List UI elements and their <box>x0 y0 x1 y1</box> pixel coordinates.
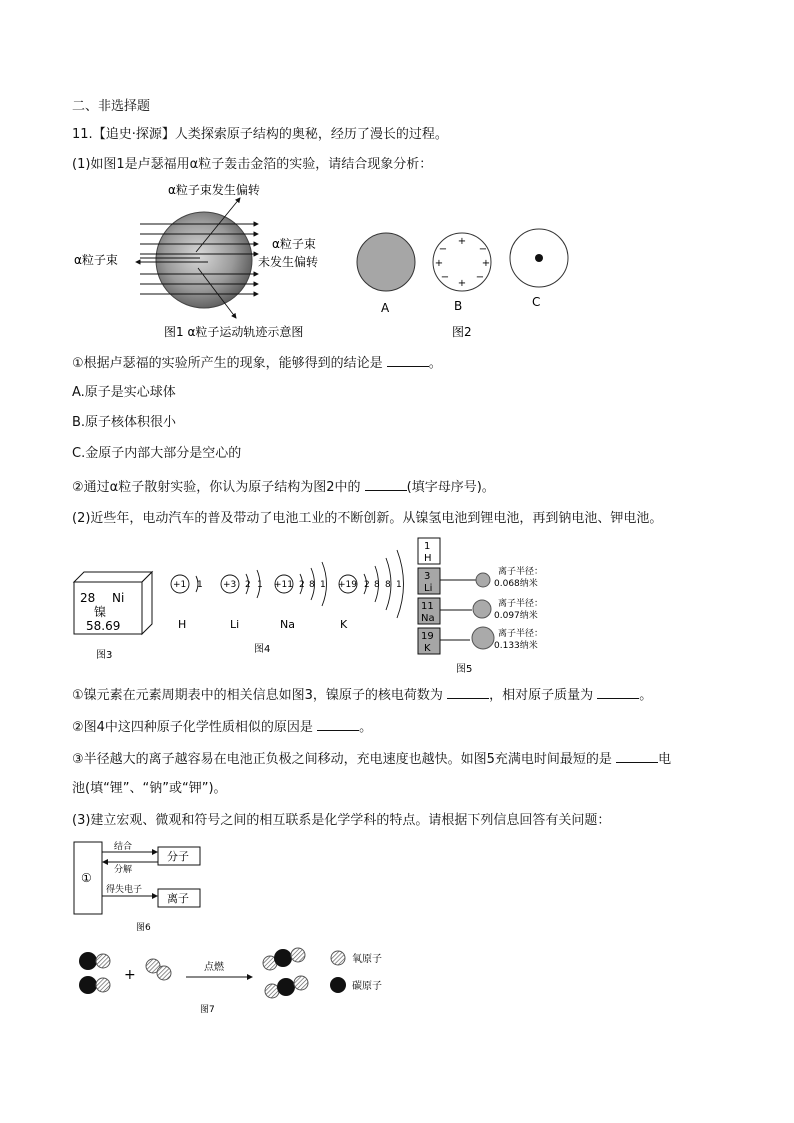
radius-k: 0.133纳米 <box>494 641 538 651</box>
question-number: 11. <box>72 127 93 142</box>
legend-carbon-icon <box>330 977 346 993</box>
svg-text:+: + <box>457 236 467 247</box>
part1-question-1: ①根据卢瑟福的实验所产生的现象，能够得到的结论是 。 <box>72 356 442 371</box>
oxygen-atom <box>96 954 110 968</box>
legend-oxygen-label: 氧原子 <box>352 954 382 965</box>
svg-text:Na: Na <box>421 613 435 624</box>
fig2-label-a: A <box>381 301 390 315</box>
na-shell-1: 2 <box>299 580 305 590</box>
carbon-atom <box>277 978 295 996</box>
option-a: A.原子是实心球体 <box>72 385 176 400</box>
fig1-caption: 图1 α粒子运动轨迹示意图 <box>164 325 304 339</box>
svg-text:+: + <box>457 278 467 289</box>
model-c-nucleus <box>535 254 543 262</box>
svg-text:3: 3 <box>424 571 431 582</box>
atom-name-na: Na <box>280 618 295 631</box>
svg-text:K: K <box>424 643 431 654</box>
svg-text:离子半径：: 离子半径： <box>498 599 544 609</box>
ni-number: 28 <box>80 591 96 605</box>
ni-name: 镍 <box>94 605 107 619</box>
oxygen-atom <box>96 978 110 992</box>
radius-li: 0.068纳米 <box>494 579 538 589</box>
na-nucleus: +11 <box>274 580 293 590</box>
fig3-caption: 图3 <box>96 650 113 661</box>
ion-na <box>473 600 491 618</box>
fig2-label-b: B <box>454 299 463 313</box>
na-shell-3: 1 <box>320 580 326 590</box>
figure-2-atom-models <box>352 226 582 340</box>
svg-text:−: − <box>475 272 485 283</box>
box-circle-label: ① <box>81 871 92 885</box>
fig4-caption: 图4 <box>254 644 271 655</box>
svg-text:−: − <box>478 244 488 255</box>
figure-7-reaction <box>70 944 400 1018</box>
svg-text:−: − <box>440 272 450 283</box>
question-11-intro <box>72 126 448 144</box>
answer-blank[interactable] <box>447 686 489 699</box>
fig2-label-c: C <box>532 295 541 309</box>
legend-oxygen-icon <box>331 951 345 965</box>
question-intro: 人类探索原子结构的奥秘，经历了漫长的过程。 <box>174 127 448 142</box>
li-shell-1: 2 <box>245 580 251 590</box>
ion-k <box>472 627 494 649</box>
part2-question-1: ①镍元素在元素周期表中的相关信息如图3，镍原子的核电荷数为 ，相对原子质量为 。 <box>72 688 653 703</box>
oxygen-atom <box>294 976 308 990</box>
svg-text:Li: Li <box>424 583 433 594</box>
radius-na: 0.097纳米 <box>494 611 538 621</box>
molecule-label: 分子 <box>167 850 189 863</box>
answer-blank[interactable] <box>597 686 639 699</box>
svg-text:+: + <box>434 258 444 269</box>
part1-question-2: ②通过α粒子散射实验，你认为原子结构为图2中的 (填字母序号)。 <box>72 480 495 495</box>
option-c: C.金原子内部大部分是空心的 <box>72 446 242 461</box>
part2-question-3: ③半径越大的离子越容易在电池正负极之间移动，充电速度也越快。如图5充满电时间最短的是 电 <box>72 752 672 767</box>
fig2-caption: 图2 <box>452 325 472 339</box>
answer-blank[interactable] <box>317 718 359 731</box>
svg-text:−: − <box>438 244 448 255</box>
fig1-label-deflect: α粒子束发生偏转 <box>168 183 260 197</box>
atom-name-k: K <box>340 618 348 631</box>
legend-carbon-label: 碳原子 <box>352 981 382 992</box>
answer-blank[interactable] <box>387 354 429 367</box>
carbon-atom <box>79 952 97 970</box>
cube-side <box>142 572 152 634</box>
svg-text:+: + <box>481 258 491 269</box>
figure-5-ion-radius <box>414 536 564 678</box>
li-shell-2: 1 <box>257 580 263 590</box>
oxygen-atom <box>265 984 279 998</box>
ni-symbol: Ni <box>112 591 125 605</box>
figure-3-nickel-cell <box>70 570 160 664</box>
part3-stem: (3)建立宏观、微观和符号之间的相互联系是化学学科的特点。请根据下列信息回答有关问题： <box>72 813 611 828</box>
figure-4-atom-structures <box>160 540 420 656</box>
na-shell-2: 8 <box>309 580 315 590</box>
oxygen-atom <box>157 966 171 980</box>
fig1-label-nodeflect-2: 未发生偏转 <box>258 255 319 269</box>
ni-mass: 58.69 <box>86 619 121 633</box>
h-shell-1: 1 <box>197 580 203 590</box>
fig7-caption: 图7 <box>200 1005 215 1015</box>
figure-1-rutherford <box>68 176 368 344</box>
fig1-label-beam: α粒子束 <box>74 253 118 267</box>
figure-6-concept-map <box>70 838 210 934</box>
combine-label: 结合 <box>114 842 133 852</box>
svg-text:离子半径：: 离子半径： <box>498 567 544 577</box>
reaction-condition: 点燃 <box>204 962 224 973</box>
k-shell-2: 8 <box>374 580 380 590</box>
atom-name-h: H <box>178 618 187 631</box>
part2-stem: (2)近些年，电动汽车的普及带动了电池工业的不断创新。从镍氢电池到锂电池，再到钠电池、钾电池。 <box>72 511 663 526</box>
svg-text:19: 19 <box>421 631 434 642</box>
svg-text:离子半径：: 离子半径： <box>498 629 544 639</box>
question-tag: 【追史·探源】 <box>92 127 175 142</box>
svg-text:1: 1 <box>424 541 431 552</box>
cube-top <box>74 572 152 582</box>
answer-blank[interactable] <box>365 478 407 491</box>
li-nucleus: +3 <box>223 580 237 590</box>
k-nucleus: +19 <box>338 580 357 590</box>
k-shell-4: 1 <box>396 580 402 590</box>
option-b: B.原子核体积很小 <box>72 415 177 430</box>
part1-stem: (1)如图1是卢瑟福用α粒子轰击金箔的实验，请结合现象分析： <box>72 157 433 172</box>
ion-label: 离子 <box>167 892 189 905</box>
atom-name-li: Li <box>230 618 240 631</box>
ion-li <box>476 573 490 587</box>
plus-sign: + <box>124 967 136 983</box>
fig1-label-nodeflect-1: α粒子束 <box>272 237 316 251</box>
svg-text:H: H <box>424 553 432 564</box>
answer-blank[interactable] <box>616 750 658 763</box>
carbon-atom <box>79 976 97 994</box>
gain-lose-label: 得失电子 <box>106 885 143 895</box>
decompose-label: 分解 <box>114 865 133 875</box>
k-shell-3: 8 <box>385 580 391 590</box>
carbon-atom <box>274 949 292 967</box>
section-title: 二、非选择题 <box>72 99 151 114</box>
part2-question-2: ②图4中这四种原子化学性质相似的原因是 。 <box>72 720 373 735</box>
oxygen-atom <box>291 948 305 962</box>
h-nucleus: +1 <box>173 580 187 590</box>
svg-text:11: 11 <box>421 601 434 612</box>
model-a-solid-sphere <box>357 233 415 291</box>
k-shell-1: 2 <box>364 580 370 590</box>
part2-question-3-cont: 池(填“锂”、“钠”或“钾”)。 <box>72 781 227 796</box>
fig6-caption: 图6 <box>136 923 151 933</box>
fig5-caption: 图5 <box>456 664 473 675</box>
